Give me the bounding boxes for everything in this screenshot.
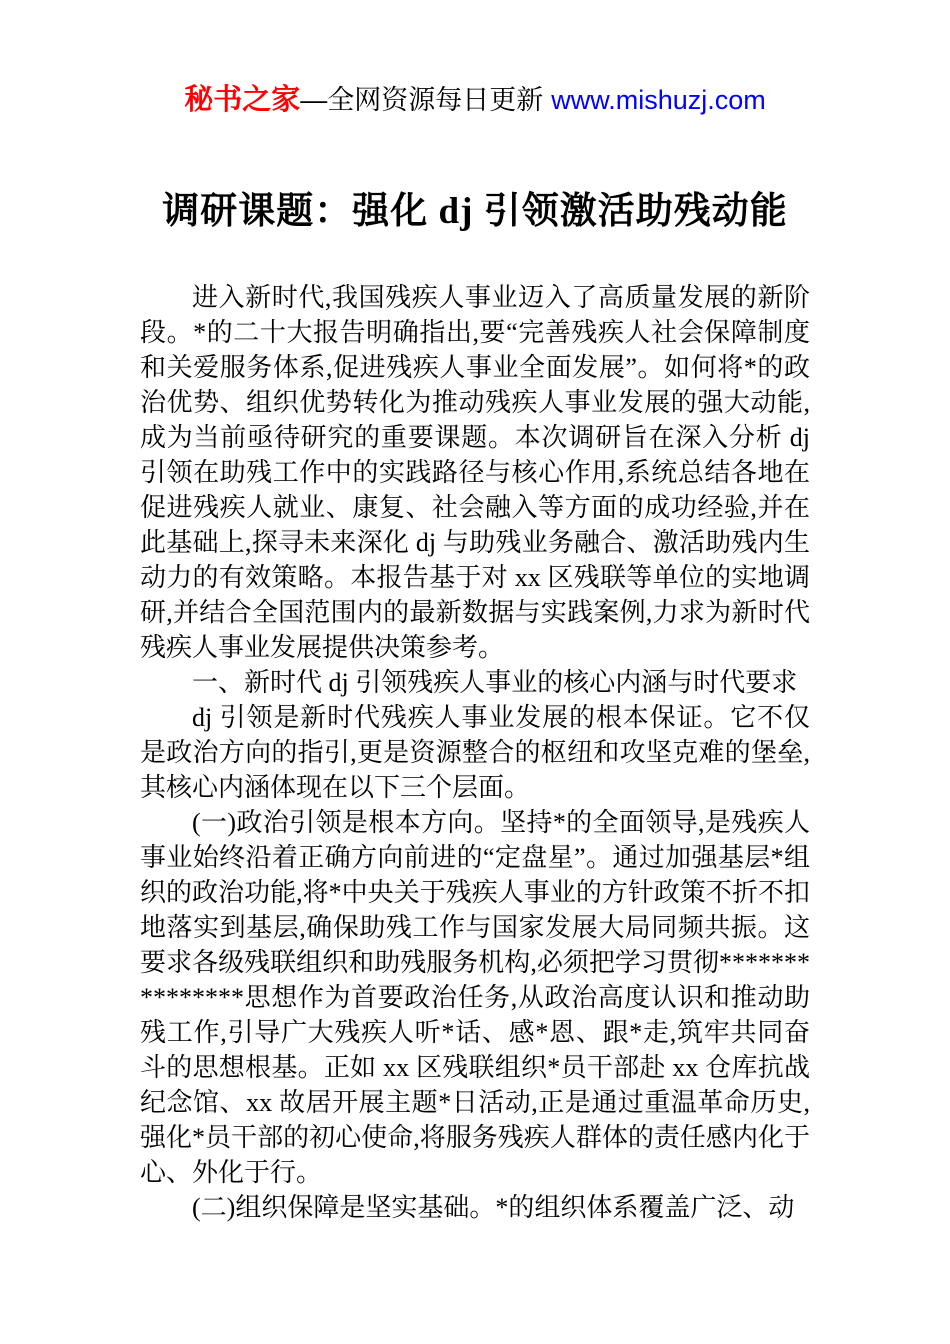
document-body xyxy=(140,280,810,1225)
site-name: 秘书之家 xyxy=(184,84,301,116)
document-title: 调研课题：强化 dj 引领激活助残动能 xyxy=(162,191,788,232)
paragraph-organizational-guarantee: (二)组织保障是坚实基础。*的组织体系覆盖广泛、动 xyxy=(192,1193,795,1222)
site-tagline: —全网资源每日更新 xyxy=(300,85,544,115)
site-url-link[interactable]: www.mishuzj.com xyxy=(551,85,766,115)
paragraph-intro: 进入新时代,我国残疾人事业迈入了高质量发展的新阶段。*的二十大报告明确指出,要“完善残疾人社会保障制度和关爱服务体系,促进残疾人事业全面发展”。如何将*的政治优势、组织优势转化为推动残疾人事业发展的强大动能,成为当前亟待研究的重要课题。本次调研旨在深入分析 dj 引领在助残工作中的实践路径与核心作用,系统总结各地在促进残疾人就业、康复、社会融入等方面的成功经验,并在此基础上,探寻未来深化 dj 与助残业务融合、激活助残内生动力的有效策略。本报告基于对 xx 区残联等单位的实地调研,并结合全国范围内的最新数据与实践案例,力求为新时代残疾人事业发展提供决策参考。 xyxy=(140,283,810,662)
site-header xyxy=(140,84,810,116)
paragraph-core-meaning: dj 引领是新时代残疾人事业发展的根本保证。它不仅是政治方向的指引,更是资源整合的枢纽和攻坚克难的堡垒,其核心内涵体现在以下三个层面。 xyxy=(140,703,810,802)
paragraph-political-leadership: (一)政治引领是根本方向。坚持*的全面领导,是残疾人事业始终沿着正确方向前进的“定盘星”。通过加强基层*组织的政治功能,将*中央关于残疾人事业的方针政策不折不扣地落实到基层,确保助残工作与国家发展大局同频共振。这要求各级残联组织和助残服务机构,必须把学习贯彻***************思想作为首要政治任务,从政治高度认识和推动助残工作,引导广大残疾人听*话、感*恩、跟*走,筑牢共同奋斗的思想根基。正如 xx 区残联组织*员干部赴 xx 仓库抗战纪念馆、xx 故居开展主题*日活动,正是通过重温革命历史,强化*员干部的初心使命,将服务残疾人群体的责任感内化于心、外化于行。 xyxy=(140,808,810,1187)
section-heading-one: 一、新时代 dj 引领残疾人事业的核心内涵与时代要求 xyxy=(192,668,798,697)
